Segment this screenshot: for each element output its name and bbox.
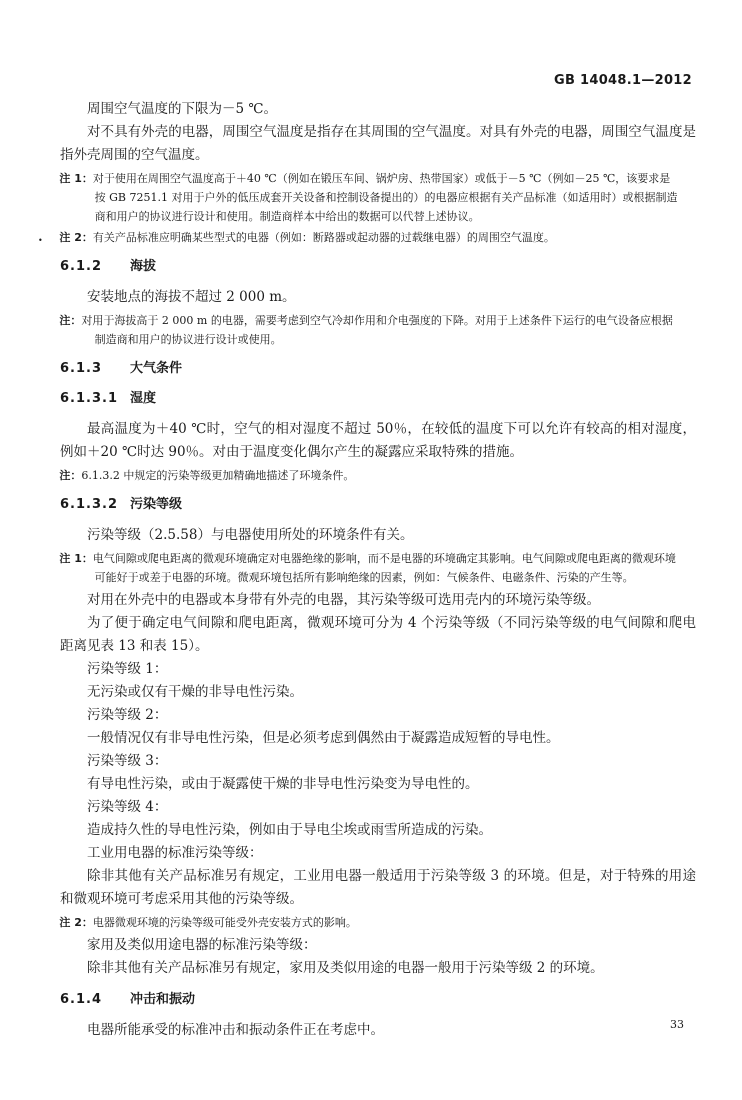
note xyxy=(44,311,680,349)
paragraph: 安装地点的海拔不超过 2 000 m。 xyxy=(87,289,296,305)
section-heading xyxy=(60,990,696,1010)
section-title: 大气条件 xyxy=(130,361,183,376)
section-number: 6.1.3.1 xyxy=(60,391,118,406)
note-text: 6.1.3.2 中规定的污染等级更加精确地描述了环境条件。 xyxy=(81,469,355,482)
paragraph: 电器所能承受的标准冲击和振动条件正在考虑中。 xyxy=(87,1022,384,1038)
section-title: 冲击和振动 xyxy=(130,992,196,1007)
section-number: 6.1.3 xyxy=(60,361,103,376)
standard-number: GB 14048.1—2012 xyxy=(554,73,692,88)
paragraph: 最高温度为＋40 ℃时，空气的相对湿度不超过 50％，在较低的温度下可以允许有较高的相对湿度，例如＋20 ℃时达 90％。对由于温度变化偶尔产生的凝露应采取特殊的措施。 xyxy=(60,421,696,460)
note xyxy=(44,549,680,587)
paragraph: 除非其他有关产品标准另有规定，家用及类似用途的电器一般用于污染等级 2 的环境。 xyxy=(87,960,604,976)
note-text: 对于使用在周围空气温度高于＋40 ℃（例如在锻压车间、锅炉房、热带国家）或低于－5 ℃（例如－25 ℃，该要求是按 GB 7251.1 对用于户外的低压成套开关设备和控制设备提出的）的电器应根据有关产品标准（如适用时）或根据制造商和用户的协议进行设计和使用。制造商样本中给出的数据可以代替上述协议。 xyxy=(92,172,678,223)
paragraph: 污染等级 3： xyxy=(87,753,168,769)
paragraph: 为了便于确定电气间隙和爬电距离，微观环境可分为 4 个污染等级（不同污染等级的电气间隙和爬电距离见表 13 和表 15）。 xyxy=(60,615,696,654)
document-body xyxy=(60,98,696,1042)
note-text: 电气间隙或爬电距离的微观环境确定对电器绝缘的影响，而不是电器的环境确定其影响。电气间隙或爬电距离的微观环境可能好于或差于电器的环境。微观环境包括所有影响绝缘的因素，例如：气候条件、电磁条件、污染的产生等。 xyxy=(92,552,676,584)
note-text: 电器微观环境的污染等级可能受外壳安装方式的影响。 xyxy=(92,916,357,929)
note xyxy=(44,913,680,932)
section-title: 湿度 xyxy=(130,391,157,406)
note-tag: 注： xyxy=(59,469,82,482)
note xyxy=(44,466,680,485)
section-heading xyxy=(60,257,696,277)
note-tag: 注： xyxy=(59,314,82,327)
paragraph: 对不具有外壳的电器，周围空气温度是指存在其周围的空气温度。对具有外壳的电器，周围空气温度是指外壳周围的空气温度。 xyxy=(60,124,696,163)
paragraph: 无污染或仅有干燥的非导电性污染。 xyxy=(87,684,303,700)
paragraph: 工业用电器的标准污染等级： xyxy=(87,845,263,861)
note-tag: 注 2： xyxy=(59,231,93,244)
paragraph: 污染等级 2： xyxy=(87,707,168,723)
paragraph: 造成持久性的导电性污染，例如由于导电尘埃或雨雪所造成的污染。 xyxy=(87,822,492,838)
section-title: 污染等级 xyxy=(130,497,183,512)
section-number: 6.1.2 xyxy=(60,259,103,274)
note-tag: 注 1： xyxy=(59,172,93,185)
scan-dot: • xyxy=(38,236,43,245)
section-heading xyxy=(60,495,696,515)
note-tag: 注 1： xyxy=(59,552,93,565)
paragraph: 污染等级 1： xyxy=(87,661,168,677)
page-number: 33 xyxy=(670,1018,684,1031)
note xyxy=(44,228,680,247)
paragraph: 家用及类似用途电器的标准污染等级： xyxy=(87,937,317,953)
note-text: 有关产品标准应明确某些型式的电器（例如：断路器或起动器的过载继电器）的周围空气温度。 xyxy=(92,231,555,244)
section-title: 海拔 xyxy=(130,259,157,274)
note-text: 对用于海拔高于 2 000 m 的电器，需要考虑到空气冷却作用和介电强度的下降。对用于上述条件下运行的电气设备应根据制造商和用户的协议进行设计或使用。 xyxy=(81,314,673,346)
section-heading xyxy=(60,359,696,379)
paragraph: 有导电性污染，或由于凝露使干燥的非导电性污染变为导电性的。 xyxy=(87,776,479,792)
paragraph: 污染等级 4： xyxy=(87,799,168,815)
section-number: 6.1.3.2 xyxy=(60,497,118,512)
section-heading xyxy=(60,389,696,409)
section-number: 6.1.4 xyxy=(60,992,103,1007)
note-tag: 注 2： xyxy=(59,916,93,929)
paragraph: 除非其他有关产品标准另有规定，工业用电器一般适用于污染等级 3 的环境。但是，对于特殊的用途和微观环境可考虑采用其他的污染等级。 xyxy=(60,868,696,907)
paragraph: 一般情况仅有非导电性污染，但是必须考虑到偶然由于凝露造成短暂的导电性。 xyxy=(87,730,560,746)
paragraph: 对用在外壳中的电器或本身带有外壳的电器，其污染等级可选用壳内的环境污染等级。 xyxy=(87,592,600,608)
paragraph: 污染等级（2.5.58）与电器使用所处的环境条件有关。 xyxy=(87,527,414,543)
note xyxy=(44,169,680,226)
paragraph: 周围空气温度的下限为－5 ℃。 xyxy=(87,101,277,117)
